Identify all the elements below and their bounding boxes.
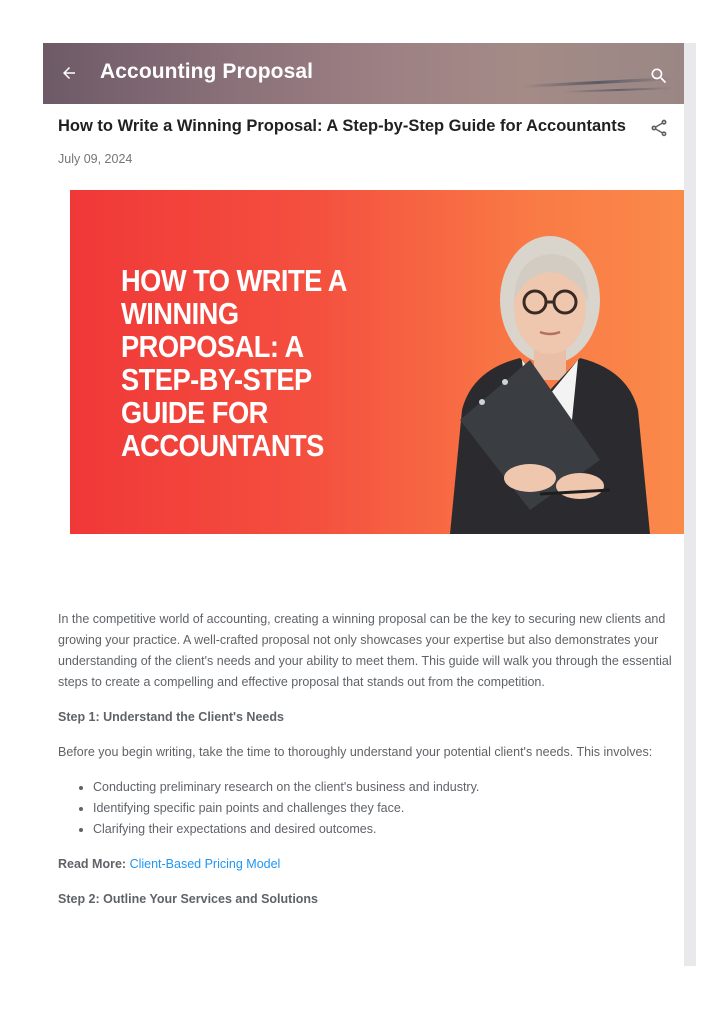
scrollbar-track[interactable] xyxy=(684,43,696,966)
post-date: July 09, 2024 xyxy=(58,152,133,166)
intro-paragraph: In the competitive world of accounting, creating a winning proposal can be the key to securing new clients and growing your practice. A well-crafted proposal not only showcases your expertise but also demonstrates your understanding of the client's needs and your ability to meet them. This guide will walk you through the essential steps to create a compelling and effective proposal that stands out from the competition. xyxy=(58,612,672,689)
read-more-link[interactable]: Client-Based Pricing Model xyxy=(129,857,281,871)
back-button[interactable] xyxy=(57,61,81,85)
app-title[interactable]: Accounting Proposal xyxy=(100,60,314,83)
search-icon xyxy=(649,66,669,86)
featured-image[interactable] xyxy=(70,190,684,534)
spacer xyxy=(43,534,684,604)
list-item: • Conducting preliminary research on the client's business and industry. xyxy=(93,777,673,798)
list-item: • Clarifying their expectations and desired outcomes. xyxy=(93,819,673,840)
headline-line: STEP-BY-STEP xyxy=(121,362,312,397)
headline-line: PROPOSAL: A xyxy=(121,329,304,364)
step1-heading: Step 1: Understand the Client's Needs xyxy=(58,710,284,724)
headline-line: GUIDE FOR xyxy=(121,395,268,430)
share-button[interactable] xyxy=(648,117,670,139)
app-header xyxy=(43,43,684,104)
search-button[interactable] xyxy=(647,64,671,88)
arrow-back-icon xyxy=(60,64,78,82)
list-item: • Identifying specific pain points and challenges they face. xyxy=(93,798,673,819)
businesswoman-illustration xyxy=(410,210,684,534)
step1-bullet-list xyxy=(78,777,673,840)
read-more-label: Read More: xyxy=(58,857,127,871)
featured-image-headline xyxy=(121,264,359,462)
step2-heading: Step 2: Outline Your Services and Solutions xyxy=(58,892,319,906)
share-icon xyxy=(649,118,669,138)
headline-line: ACCOUNTANTS xyxy=(121,428,324,463)
read-more xyxy=(58,854,673,875)
article-body xyxy=(58,609,673,924)
blog-post-page xyxy=(43,43,684,966)
headline-line: WINNING xyxy=(121,296,239,331)
post-title: How to Write a Winning Proposal: A Step-by-Step Guide for Accountants xyxy=(58,117,626,135)
headline-line: HOW TO WRITE A xyxy=(121,263,347,298)
step1-paragraph: Before you begin writing, take the time to thoroughly understand your potential client's needs. This involves: xyxy=(58,745,653,759)
